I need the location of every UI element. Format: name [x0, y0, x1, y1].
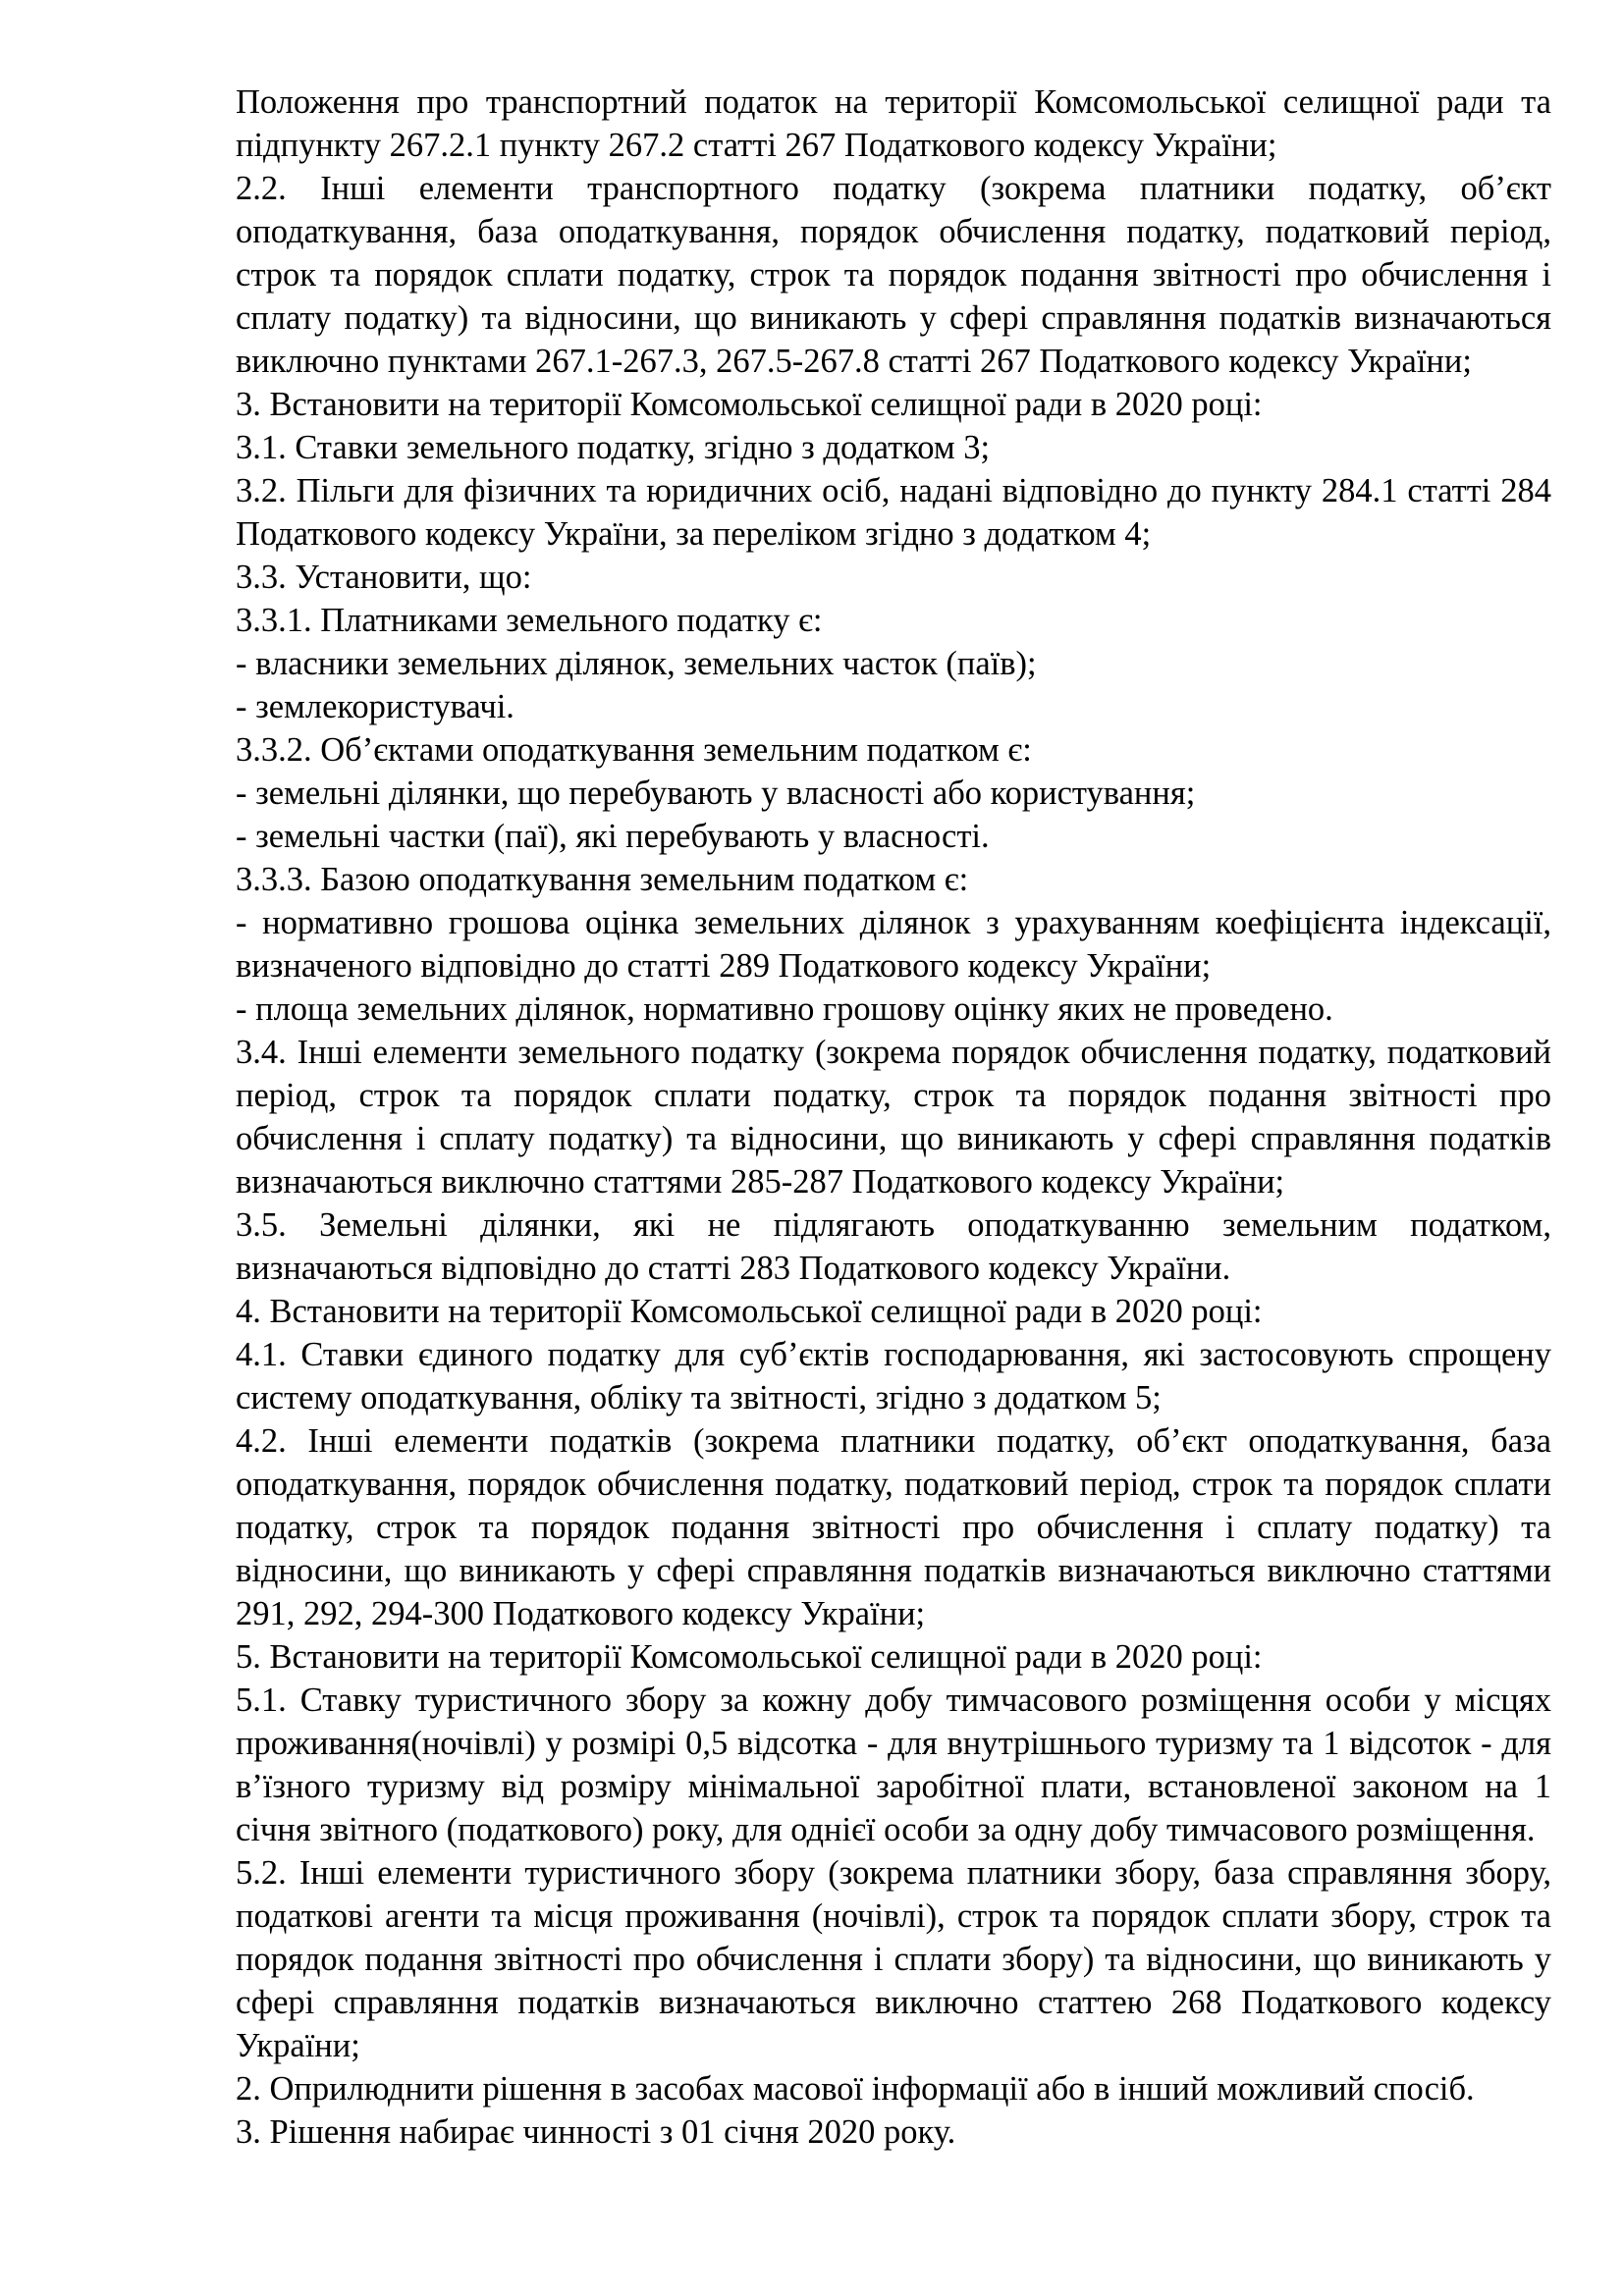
list-item-normative-valuation: - нормативно грошова оцінка земельних ділянок з урахуванням коефіцієнта індексації, визначеного відповідно до статті 289 Податкового кодексу України; [236, 904, 1551, 985]
list-item-land-owners: - власники земельних ділянок, земельних часток (паїв); [236, 645, 1037, 682]
paragraph-3-3-3: 3.3.3. Базою оподаткування земельним податком є: [236, 861, 969, 898]
paragraph-3-1: 3.1. Ставки земельного податку, згідно з додатком 3; [236, 429, 991, 466]
list-item-land-area: - площа земельних ділянок, нормативно грошову оцінку яких не проведено. [236, 990, 1333, 1028]
paragraph-3-3-2: 3.3.2. Об’єктами оподаткування земельним податком є: [236, 731, 1032, 769]
list-item-land-plots: - земельні ділянки, що перебувають у власності або користування; [236, 774, 1196, 812]
paragraph-4: 4. Встановити на території Комсомольської селищної ради в 2020 році: [236, 1293, 1263, 1330]
paragraph-3-3-1: 3.3.1. Платниками земельного податку є: [236, 602, 823, 639]
paragraph-3-3: 3.3. Установити, що: [236, 559, 532, 596]
document-page [236, 80, 1551, 2154]
paragraph-effective-date: 3. Рішення набирає чинності з 01 січня 2020 року. [236, 2113, 956, 2151]
paragraph-4-2: 4.2. Інші елементи податків (зокрема платники податку, об’єкт оподаткування, база оподаткування, порядок обчислення податку, податковий період, строк та порядок сплати податку, строк та порядок подання звітності про обчислення і сплату податку) та відносини, що виникають у сфері справляння податків визначаються виключно статтями 291, 292, 294-300 Податкового кодексу України; [236, 1422, 1551, 1632]
paragraph-3: 3. Встановити на території Комсомольської селищної ради в 2020 році: [236, 386, 1263, 423]
paragraph-3-4: 3.4. Інші елементи земельного податку (зокрема порядок обчислення податку, податковий період, строк та порядок сплати податку, строк та порядок подання звітності про обчислення і сплату податку) та відносини, що виникають у сфері справляння податків визначаються виключно статтями 285-287 Податкового кодексу України; [236, 1034, 1551, 1201]
paragraph-3-5: 3.5. Земельні ділянки, які не підлягають оподаткуванню земельним податком, визначаються відповідно до статті 283 Податкового кодексу України. [236, 1206, 1551, 1287]
paragraph-publish-decision: 2. Оприлюднити рішення в засобах масової інформації або в інший можливий спосіб. [236, 2070, 1475, 2108]
list-item-land-users: - землекористувачі. [236, 688, 514, 725]
paragraph-transport-tax-provision: Положення про транспортний податок на території Комсомольської селищної ради та підпункту 267.2.1 пункту 267.2 статті 267 Податкового кодексу України; [236, 83, 1551, 164]
paragraph-5-2: 5.2. Інші елементи туристичного збору (зокрема платники збору, база справляння збору, податкові агенти та місця проживання (ночівлі), строк та порядок сплати збору, строк та порядок подання звітності про обчислення і сплати збору) та відносини, що виникають у сфері справляння податків визначаються виключно статтею 268 Податкового кодексу України; [236, 1854, 1551, 2064]
paragraph-2-2: 2.2. Інші елементи транспортного податку (зокрема платники податку, об’єкт оподаткування, база оподаткування, порядок обчислення податку, податковий період, строк та порядок сплати податку, строк та порядок подання звітності про обчислення і сплату податку) та відносини, що виникають у сфері справляння податків визначаються виключно пунктами 267.1-267.3, 267.5-267.8 статті 267 Податкового кодексу України; [236, 170, 1551, 380]
list-item-land-shares: - земельні частки (паї), які перебувають у власності. [236, 818, 990, 855]
paragraph-3-2: 3.2. Пільги для фізичних та юридичних осіб, надані відповідно до пункту 284.1 статті 284 Податкового кодексу України, за переліком згідно з додатком 4; [236, 472, 1551, 553]
paragraph-4-1: 4.1. Ставки єдиного податку для суб’єктів господарювання, які застосовують спрощену систему оподаткування, обліку та звітності, згідно з додатком 5; [236, 1336, 1551, 1416]
paragraph-5: 5. Встановити на території Комсомольської селищної ради в 2020 році: [236, 1638, 1263, 1676]
paragraph-5-1: 5.1. Ставку туристичного збору за кожну добу тимчасового розміщення особи у місцях проживання(ночівлі) у розмірі 0,5 відсотка - для внутрішнього туризму та 1 відсоток - для в’їзного туризму від розміру мінімальної заробітної плати, встановленої законом на 1 січня звітного (податкового) року, для однієї особи за одну добу тимчасового розміщення. [236, 1682, 1551, 1848]
